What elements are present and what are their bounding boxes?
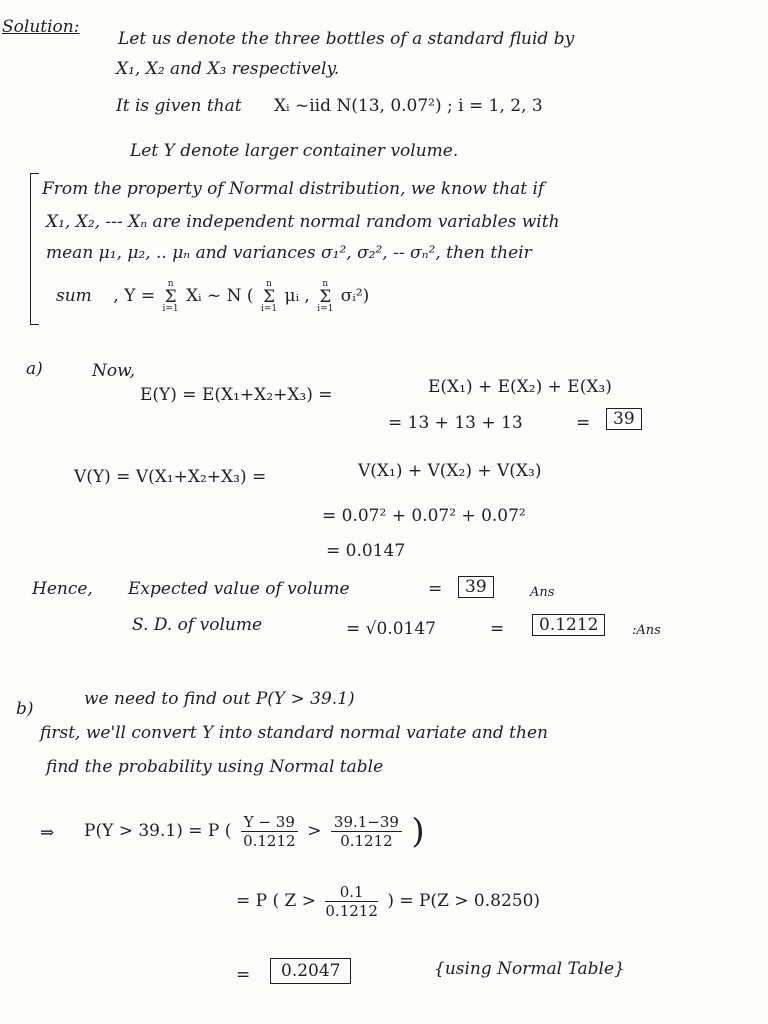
property-bracket <box>30 173 39 325</box>
expected-box <box>458 576 494 598</box>
vy-left: V(Y) = V(X₁+X₂+X₃) = <box>74 467 267 487</box>
ey-eq: = <box>576 413 591 433</box>
part-b-line-1: we need to find out P(Y > 39.1) <box>84 689 355 709</box>
let-y-line: Let Y denote larger container volume. <box>130 141 459 161</box>
part-b-line-2: first, we'll convert Y into standard normal variate and then <box>40 723 548 743</box>
intro-line-2: X₁, X₂ and X₃ respectively. <box>116 59 340 79</box>
part-a-now: Now, <box>92 361 136 381</box>
hence-label: Hence, <box>32 579 93 599</box>
intro-line-1: Let us denote the three bottles of a standard fluid by <box>118 29 575 49</box>
gt-sign: > <box>307 821 322 841</box>
z-expression <box>236 876 540 926</box>
fraction-3: $\frac{0.1}{0.1212}$ <box>325 883 378 920</box>
property-line-1: From the property of Normal distribution, we know that if <box>42 179 545 199</box>
final-eq: = <box>236 965 251 985</box>
part-b-label: b) <box>16 699 34 719</box>
z-left: = P ( Z > <box>236 891 316 911</box>
vy-squares: = 0.07² + 0.07² + 0.07² <box>322 506 526 526</box>
summation-symbol-2: n Σ i=1 <box>260 278 278 314</box>
part-a-label: a) <box>26 359 43 379</box>
ey-left: E(Y) = E(X₁+X₂+X₃) = <box>140 385 333 405</box>
expected-label: Expected value of volume <box>128 579 350 599</box>
sum-expr-sigma: σᵢ²) <box>340 286 370 306</box>
part-b-line-3: find the probability using Normal table <box>46 757 384 777</box>
property-line-3: mean μ₁, μ₂, .. μₙ and variances σ₁², σ₂², -- σₙ², then their <box>46 243 532 263</box>
summation-symbol-3: n Σ i=1 <box>317 278 334 314</box>
ey-result-box <box>606 408 642 430</box>
given-line <box>116 95 543 117</box>
vy-value: = 0.0147 <box>326 541 406 561</box>
fraction-1: $\frac{Y - 39}{0.1212}$ <box>241 813 298 850</box>
expected-value: 39 <box>458 576 494 598</box>
sum-formula <box>56 276 369 316</box>
solution-label: Solution: <box>2 17 80 37</box>
sum-expr-mu: μᵢ , <box>284 286 310 306</box>
sum-label: sum <box>56 286 92 306</box>
p-expression <box>84 806 425 857</box>
sd-expr: = √0.0147 <box>346 619 436 639</box>
ans-2: :Ans <box>632 623 661 638</box>
final-box <box>270 958 351 984</box>
sum-expr-left: , Y = <box>113 286 156 306</box>
normal-table-note: {using Normal Table} <box>434 959 625 979</box>
p-left: P(Y > 39.1) = P ( <box>84 821 232 841</box>
sum-expr-xi: Xᵢ ~ N ( <box>186 286 254 306</box>
property-line-2: X₁, X₂, --- Xₙ are independent normal random variables with <box>46 212 560 232</box>
implies-arrow: ⇒ <box>40 823 55 843</box>
summation-symbol-1: n Σ i=1 <box>162 278 179 314</box>
sd-eq: = <box>490 619 505 639</box>
final-value: 0.2047 <box>270 958 351 984</box>
sd-value: 0.1212 <box>532 614 605 636</box>
expected-eq: = <box>428 579 443 599</box>
z-right: ) = P(Z > 0.8250) <box>387 891 541 911</box>
vy-right: V(X₁) + V(X₂) + V(X₃) <box>358 461 542 481</box>
sd-label: S. D. of volume <box>132 615 263 635</box>
sd-box <box>532 614 605 636</box>
p-close: ) <box>411 811 425 852</box>
ey-right: E(X₁) + E(X₂) + E(X₃) <box>428 377 612 397</box>
given-prefix: It is given that <box>116 96 242 116</box>
ans-1: Ans <box>530 585 555 600</box>
ey-result: 39 <box>606 408 642 430</box>
fraction-2: $\frac{39.1-39}{0.1212}$ <box>331 813 402 850</box>
ey-sum: = 13 + 13 + 13 <box>388 413 523 433</box>
given-expression: Xᵢ ~iid N(13, 0.07²) ; i = 1, 2, 3 <box>274 96 543 116</box>
